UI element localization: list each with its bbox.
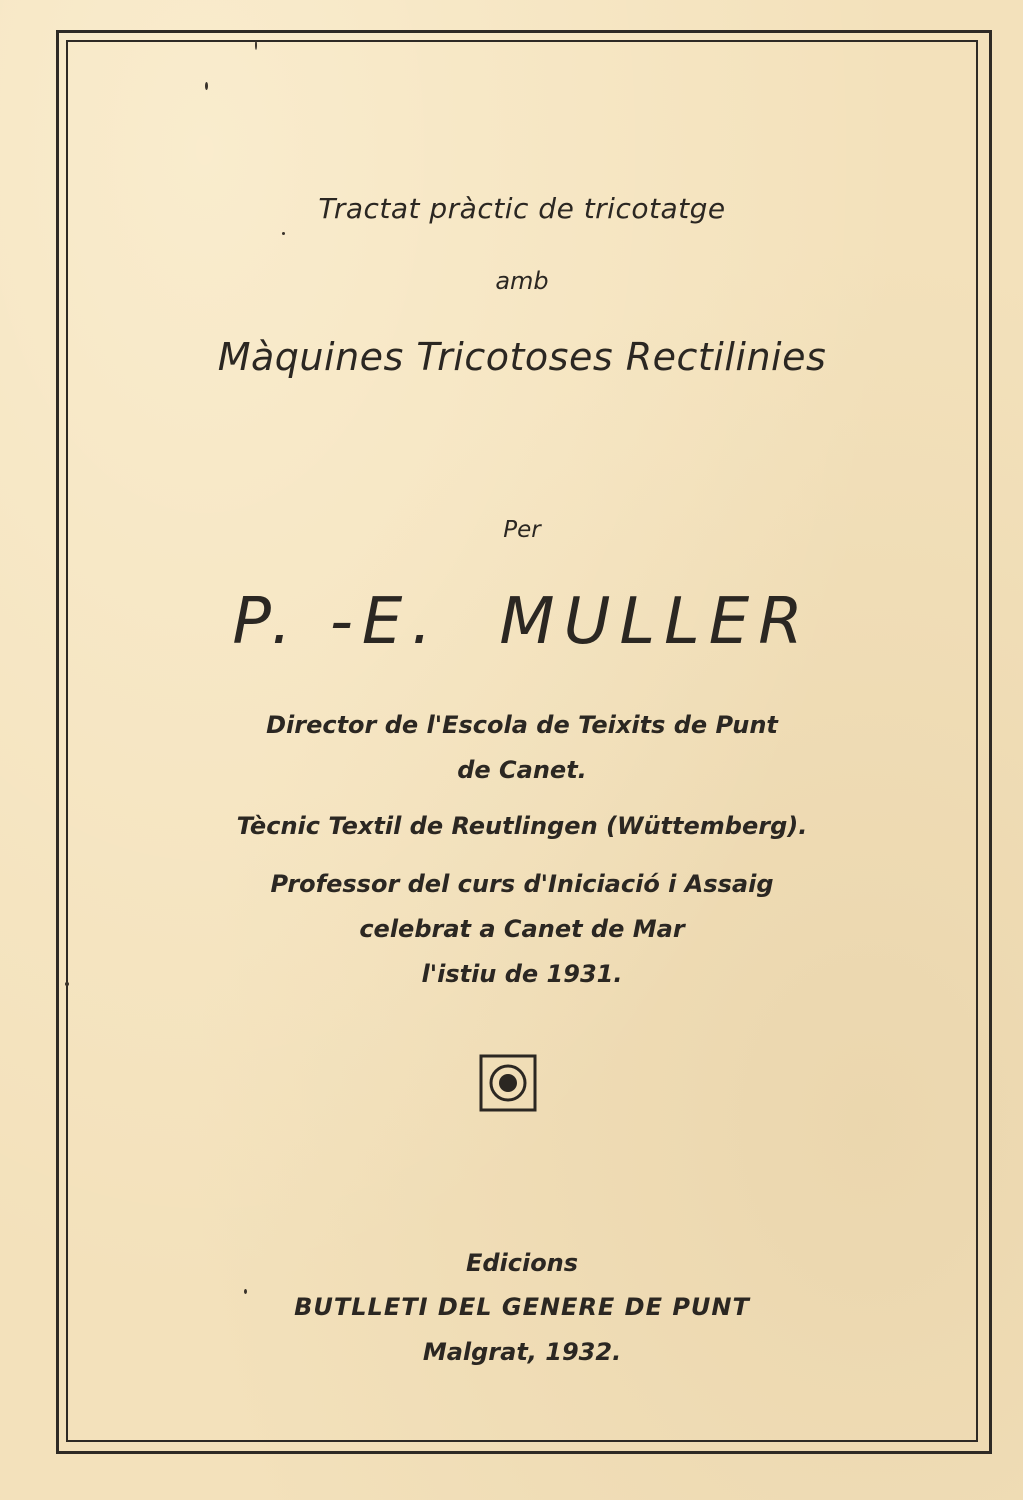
inner-border-frame: [66, 40, 978, 1442]
publisher-name: BUTLLETI DEL GENERE DE PUNT: [294, 1293, 750, 1321]
credential-line-1: Director de l'Escola de Teixits de Punt: [266, 711, 778, 739]
author-name: P. -E. MULLER: [232, 585, 812, 659]
ink-speck: [255, 40, 257, 50]
ink-speck: [244, 1289, 247, 1294]
credential-line-5: celebrat a Canet de Mar: [359, 915, 685, 943]
credential-line-3: Tècnic Textil de Reutlingen (Wüttemberg).: [236, 812, 808, 840]
ink-speck: [65, 982, 69, 986]
ink-speck: [282, 232, 285, 235]
credential-line-2: de Canet.: [457, 756, 587, 784]
title-line-2: Màquines Tricotoses Rectilinies: [217, 335, 827, 379]
credential-line-4: Professor del curs d'Iniciació i Assaig: [270, 870, 774, 898]
by-label: Per: [503, 517, 541, 543]
ink-speck: [205, 82, 208, 90]
credential-line-6: l'istiu de 1931.: [421, 960, 623, 988]
title-line-1: Tractat pràctic de tricotatge: [318, 192, 726, 225]
publisher-label: Edicions: [465, 1249, 579, 1277]
publisher-place-year: Malgrat, 1932.: [422, 1338, 622, 1366]
concentric-circle-square-icon: [479, 1054, 537, 1112]
title-connector: amb: [495, 267, 549, 295]
